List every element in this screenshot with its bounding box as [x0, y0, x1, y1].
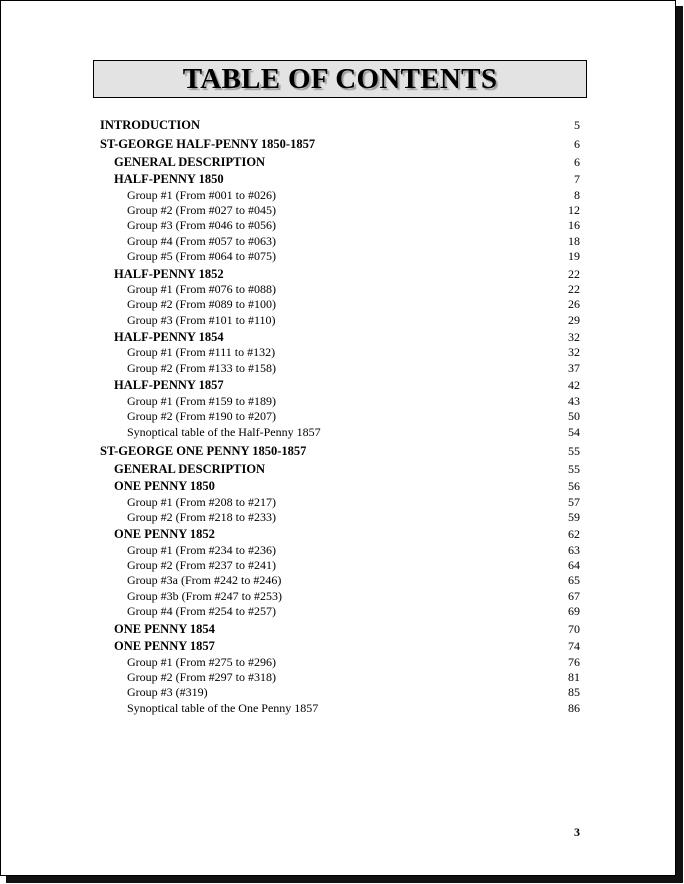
toc-entry	[0, 425, 684, 441]
toc-entry-page: 74	[568, 639, 580, 653]
toc-entry	[0, 685, 684, 701]
toc-entry	[0, 510, 684, 526]
toc-entry-page: 29	[568, 313, 580, 327]
toc-entry-label: ONE PENNY 1857	[114, 639, 215, 653]
page-title: TABLE OF CONTENTS	[182, 63, 498, 95]
toc-entry-label: INTRODUCTION	[100, 118, 201, 132]
toc-entry	[0, 655, 684, 671]
toc-entry-page: 7	[574, 172, 580, 186]
toc-entry	[0, 558, 684, 574]
toc-entry-page: 57	[568, 495, 580, 509]
toc-entry-page: 32	[568, 345, 580, 359]
toc-entry	[0, 282, 684, 298]
toc-entry	[0, 137, 684, 153]
toc-entry-page: 43	[568, 394, 580, 408]
toc-entry-page: 59	[568, 510, 580, 524]
toc-entry-label: Group #1 (From #159 to #189)	[127, 394, 276, 408]
toc-entry-label: Group #1 (From #111 to #132)	[127, 345, 276, 359]
toc-entry-page: 70	[568, 622, 580, 636]
toc-entry	[0, 234, 684, 250]
toc-entry-label: ST-GEORGE HALF-PENNY 1850-1857	[100, 137, 316, 151]
toc-entry	[0, 330, 684, 346]
toc-entry	[0, 118, 684, 134]
toc-entry	[0, 479, 684, 495]
toc-entry-label: Group #1 (From #234 to #236)	[127, 543, 276, 557]
toc-entry-page: 81	[568, 670, 580, 684]
toc-entry-page: 19	[568, 249, 580, 263]
toc-entry	[0, 297, 684, 313]
toc-entry	[0, 589, 684, 605]
toc-entry-page: 22	[568, 267, 580, 281]
toc-entry-page: 8	[574, 188, 580, 202]
toc-entry-label: Group #2 (From #133 to #158)	[127, 361, 276, 375]
toc-entry-page: 63	[568, 543, 580, 557]
toc-entry	[0, 527, 684, 543]
toc-entry-label: Group #1 (From #076 to #088)	[127, 282, 276, 296]
toc-entry	[0, 172, 684, 188]
toc-entry-page: 56	[568, 479, 580, 493]
toc-entry-label: Group #1 (From #208 to #217)	[127, 495, 276, 509]
toc-entry-page: 6	[574, 137, 580, 151]
toc-entry	[0, 670, 684, 686]
toc-entry-label: ONE PENNY 1852	[114, 527, 215, 541]
toc-entry	[0, 573, 684, 589]
toc-entry-page: 50	[568, 409, 580, 423]
toc-entry	[0, 267, 684, 283]
toc-entry	[0, 701, 684, 717]
toc-entry	[0, 604, 684, 620]
toc-entry	[0, 155, 684, 171]
toc-entry-label: Group #1 (From #275 to #296)	[127, 655, 276, 669]
toc-entry-page: 22	[568, 282, 580, 296]
toc-entry-page: 42	[568, 378, 580, 392]
toc-entry-page: 64	[568, 558, 580, 572]
toc-entry-page: 55	[568, 444, 580, 458]
toc-entry-label: Group #1 (From #001 to #026)	[127, 188, 276, 202]
toc-entry-page: 69	[568, 604, 580, 618]
toc-entry	[0, 409, 684, 425]
toc-entry-label: Group #3 (From #046 to #056)	[127, 218, 276, 232]
toc-entry	[0, 543, 684, 559]
toc-entry-page: 62	[568, 527, 580, 541]
toc-entry-label: Group #2 (From #297 to #318)	[127, 670, 276, 684]
toc-entry	[0, 218, 684, 234]
toc-entry	[0, 622, 684, 638]
page-number: 3	[574, 825, 580, 839]
toc-entry	[0, 345, 684, 361]
toc-entry-label: GENERAL DESCRIPTION	[114, 155, 266, 169]
toc-entry-page: 76	[568, 655, 580, 669]
toc-entry	[0, 462, 684, 478]
toc-entry-label: Group #2 (From #027 to #045)	[127, 203, 276, 217]
toc-entry-page: 26	[568, 297, 580, 311]
toc-entry-label: HALF-PENNY 1852	[114, 267, 224, 281]
toc-entry-page: 32	[568, 330, 580, 344]
toc-entry-page: 65	[568, 573, 580, 587]
toc-entry	[0, 203, 684, 219]
toc-entry	[0, 249, 684, 265]
toc-entry-label: HALF-PENNY 1854	[114, 330, 224, 344]
toc-entry	[0, 378, 684, 394]
toc-entry-label: Synoptical table of the One Penny 1857	[127, 701, 319, 715]
toc-entry-page: 54	[568, 425, 580, 439]
toc-entry	[0, 188, 684, 204]
toc-entry-label: Group #3b (From #247 to #253)	[127, 589, 282, 603]
toc-entry-label: Group #4 (From #254 to #257)	[127, 604, 276, 618]
toc-entry-page: 55	[568, 462, 580, 476]
toc-entry-label: Group #4 (From #057 to #063)	[127, 234, 276, 248]
toc-entry-page: 5	[574, 118, 580, 132]
toc-entry-label: Group #2 (From #190 to #207)	[127, 409, 276, 423]
toc-entry-label: ONE PENNY 1850	[114, 479, 215, 493]
toc-entry	[0, 639, 684, 655]
toc-entry-label: Group #3 (#319)	[127, 685, 208, 699]
toc-entry-page: 85	[568, 685, 580, 699]
toc-entry-label: Group #2 (From #089 to #100)	[127, 297, 276, 311]
toc-entry	[0, 394, 684, 410]
toc-entry-label: Group #2 (From #237 to #241)	[127, 558, 276, 572]
toc-entry-label: GENERAL DESCRIPTION	[114, 462, 266, 476]
toc-entry-page: 6	[574, 155, 580, 169]
toc-entry-label: Synoptical table of the Half-Penny 1857	[127, 425, 321, 439]
toc-entry-label: Group #5 (From #064 to #075)	[127, 249, 276, 263]
toc-entry-page: 67	[568, 589, 580, 603]
toc-entry-label: Group #3 (From #101 to #110)	[127, 313, 276, 327]
toc-entry-label: Group #3a (From #242 to #246)	[127, 573, 282, 587]
toc-entry-page: 37	[568, 361, 580, 375]
toc-entry	[0, 444, 684, 460]
toc-entry-page: 12	[568, 203, 580, 217]
toc-entry-label: HALF-PENNY 1857	[114, 378, 224, 392]
toc-entry	[0, 313, 684, 329]
toc-entry	[0, 495, 684, 511]
toc-entry-label: ONE PENNY 1854	[114, 622, 215, 636]
toc-entry-page: 16	[568, 218, 580, 232]
toc-entry-label: Group #2 (From #218 to #233)	[127, 510, 276, 524]
toc-entry-label: ST-GEORGE ONE PENNY 1850-1857	[100, 444, 307, 458]
toc-entry-label: HALF-PENNY 1850	[114, 172, 224, 186]
toc-entry-page: 86	[568, 701, 580, 715]
toc-entry-page: 18	[568, 234, 580, 248]
toc-entry	[0, 361, 684, 377]
